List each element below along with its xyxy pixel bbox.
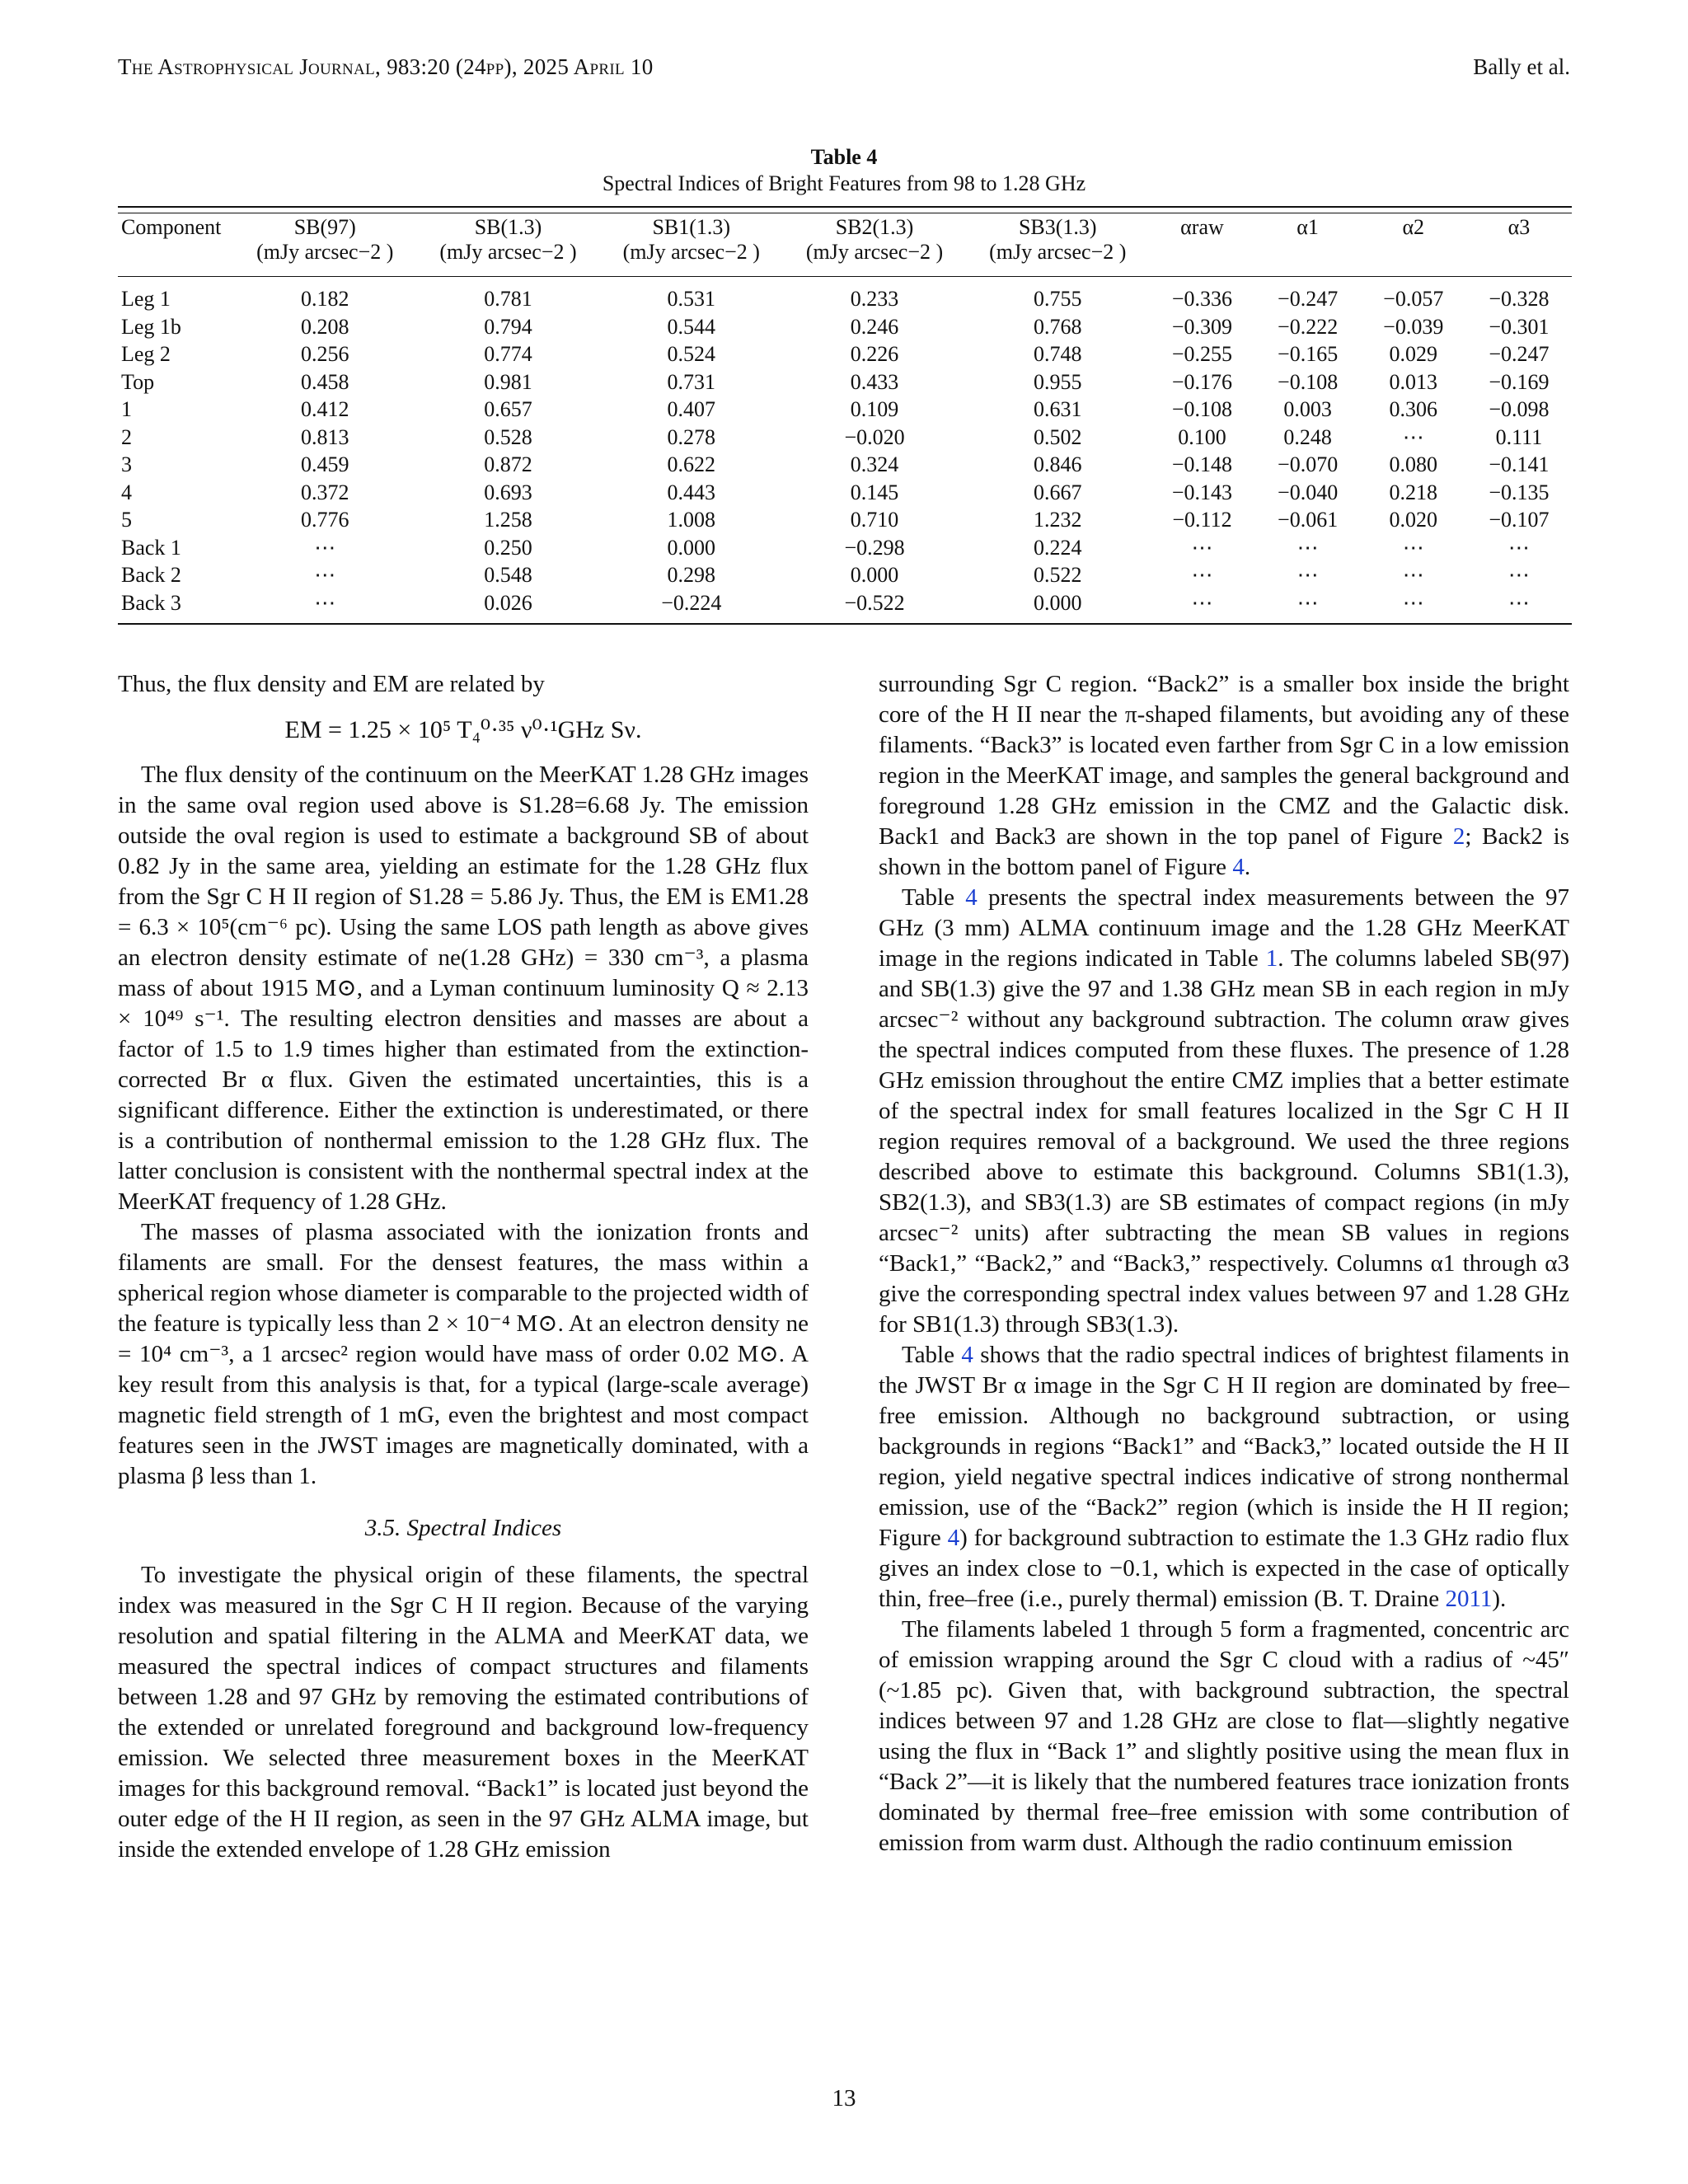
- table-cell: ⋯: [1466, 589, 1572, 625]
- table-cell: 0.080: [1389, 452, 1437, 476]
- table-cell: 0.794: [484, 314, 532, 339]
- table-cell: 0.768: [1034, 314, 1082, 339]
- table-cell: 0.029: [1389, 342, 1437, 366]
- paragraph: Thus, the flux density and EM are related by: [118, 671, 545, 697]
- right-column: [879, 669, 1569, 1858]
- table-cell: 0.233: [850, 287, 899, 311]
- journal-citation: The Astrophysical Journal, 983:20 (24pp), 2025 April 10: [118, 54, 654, 79]
- table-cell: −0.108: [1171, 397, 1233, 421]
- table-link[interactable]: 4: [965, 884, 978, 911]
- table-cell: 0.003: [1283, 397, 1332, 421]
- table-subtitle: Spectral Indices of Bright Features from 98 to 1.28 GHz: [602, 171, 1086, 195]
- column-header: α3: [1466, 213, 1572, 277]
- table-cell: −0.141: [1489, 452, 1550, 476]
- table-cell: 5: [121, 508, 132, 532]
- table-cell: 0.528: [484, 424, 532, 449]
- table-cell: 0.412: [301, 397, 349, 421]
- table-row: [118, 396, 1572, 424]
- table-cell: ⋯: [1255, 589, 1361, 625]
- table-cell: 0.013: [1389, 369, 1437, 394]
- section-heading: 3.5. Spectral Indices: [364, 1515, 562, 1541]
- column-header: Component: [118, 213, 233, 277]
- table-cell: 0.524: [667, 342, 716, 366]
- table-cell: −0.143: [1171, 480, 1233, 504]
- figure-link[interactable]: 4: [947, 1525, 960, 1551]
- table-cell: Leg 1: [121, 287, 171, 311]
- column-header: α1: [1255, 213, 1361, 277]
- table-cell: 0.522: [1034, 563, 1082, 587]
- column-header: SB3(1.3) (mJy arcsec−2 ): [966, 213, 1149, 277]
- table-cell: ⋯: [1402, 535, 1424, 560]
- table-cell: 0.846: [1034, 452, 1082, 476]
- table-cell: −0.165: [1278, 342, 1339, 366]
- table-row: [118, 368, 1572, 396]
- paragraph: To investigate the physical origin of these filaments, the spectral index was measured in the Sgr C H II region. Because of the varying resolution and spatial filtering in the ALMA and MeerKAT data, we measured the spectral indices of compact structures and filaments between 1.28 and 97 GHz by removing the estimated contributions of the extended or unrelated foreground and background low-frequency emission. We selected three measurement boxes in the MeerKAT images for this background removal. “Back1” is located just beyond the outer edge of the H II region, as seen in the 97 GHz ALMA image, but inside the extended envelope of 1.28 GHz emission: [118, 1562, 809, 1863]
- table-cell: 1.232: [1034, 508, 1082, 532]
- table-header-row: [118, 213, 1572, 277]
- table-cell: ⋯: [1402, 563, 1424, 587]
- table-cell: 0.372: [301, 480, 349, 504]
- table-cell: −0.222: [1278, 314, 1339, 339]
- table-cell: ⋯: [233, 589, 416, 625]
- table-cell: −0.108: [1278, 369, 1339, 394]
- table-cell: −0.039: [1383, 314, 1444, 339]
- table-cell: 0.781: [484, 287, 532, 311]
- paragraph: Table 4 presents the spectral index measurements between the 97 GHz (3 mm) ALMA continuum image and the 1.28 GHz MeerKAT image in the regions indicated in Table 1. The columns labeled SB(97) and SB(1.3) give the 97 and 1.38 GHz mean SB in each region in mJy arcsec⁻² without any background subtraction. The column αraw gives the spectral indices computed from these fluxes. The presence of 1.28 GHz emission throughout the entire CMZ implies that a better estimate of the spectral index for small features localized in the Sgr C H II region requires removal of a background. We used the three regions described above to estimate this background. Columns SB1(1.3), SB2(1.3), and SB3(1.3) are SB estimates of compact regions (in mJy arcsec⁻² units) after subtracting the mean SB values in regions “Back1,” “Back2,” and “Back3,” respectively. Columns α1 through α3 give the corresponding spectral index values between 97 and 1.28 GHz for SB1(1.3) through SB3(1.3).: [879, 884, 1569, 1338]
- table-cell: 0.776: [301, 508, 349, 532]
- table-cell: 0.020: [1389, 508, 1437, 532]
- table-cell: Back 1: [121, 535, 181, 560]
- table-row: [118, 277, 1572, 313]
- table-cell: 0.631: [1034, 397, 1082, 421]
- table-cell: 0.182: [301, 287, 349, 311]
- table-caption: [0, 144, 1688, 197]
- table-cell: −0.098: [1489, 397, 1550, 421]
- table-body: [118, 277, 1572, 625]
- table-cell: 0.443: [667, 480, 716, 504]
- table-cell: ⋯: [1296, 535, 1319, 560]
- table-cell: 0.109: [850, 397, 899, 421]
- table-cell: 0.710: [850, 508, 899, 532]
- table-link[interactable]: 1: [1265, 945, 1278, 972]
- table-cell: 0.813: [301, 424, 349, 449]
- paragraph: The flux density of the continuum on the MeerKAT 1.28 GHz images in the same oval region used above is S1.28=6.68 Jy. The emission outside the oval region is used to estimate a background SB of about 0.82 Jy in the same area, yielding an estimate for the 1.28 GHz flux from the Sgr C H II region of S1.28 = 5.86 Jy. Thus, the EM is EM1.28 = 6.3 × 10⁵(cm⁻⁶ pc). Using the same LOS path length as above gives an electron density estimate of ne(1.28 GHz) = 330 cm⁻³, a plasma mass of about 1915 M⊙, and a Lyman continuum luminosity Q ≈ 2.13 × 10⁴⁹ s⁻¹. The resulting electron densities and masses are about a factor of 1.5 to 1.9 times higher than estimated from the extinction-corrected Br α flux. Given the estimated uncertainties, this is a significant difference. Either the extinction is underestimated, or there is a contribution of nonthermal emission to the 1.28 GHz flux. The latter conclusion is consistent with the nonthermal spectral index at the MeerKAT frequency of 1.28 GHz.: [118, 762, 809, 1215]
- table-row: [118, 589, 1572, 625]
- running-header: [118, 54, 1570, 80]
- table-cell: 0.226: [850, 342, 899, 366]
- table-cell: 0.000: [667, 535, 716, 560]
- table-cell: 0.955: [1034, 369, 1082, 394]
- table-cell: −0.176: [1171, 369, 1233, 394]
- table-cell: −0.148: [1171, 452, 1233, 476]
- table-row: [118, 340, 1572, 368]
- table-cell: 0.981: [484, 369, 532, 394]
- column-header: α2: [1361, 213, 1466, 277]
- table-cell: ⋯: [1402, 424, 1424, 449]
- table-cell: −0.309: [1171, 314, 1233, 339]
- table-cell: Top: [121, 369, 155, 394]
- table-cell: 0.248: [1283, 424, 1332, 449]
- paragraph: The masses of plasma associated with the ionization fronts and filaments are small. For the densest features, the mass within a spherical region whose diameter is comparable to the projected width of the feature is typically less than 2 × 10⁻⁴ M⊙. At an electron density ne = 10⁴ cm⁻³, a 1 arcsec² region would have mass of order 0.02 M⊙. A key result from this analysis is that, for a typical (large-scale average) magnetic field strength of 1 mG, even the brightest and most compact features seen in the JWST images are magnetically dominated, with a plasma β less than 1.: [118, 1219, 809, 1489]
- table-cell: 0.000: [966, 589, 1149, 625]
- table-cell: 0.657: [484, 397, 532, 421]
- paragraph: The filaments labeled 1 through 5 form a fragmented, concentric arc of emission wrapping around the Sgr C cloud with a radius of ~45″(~1.85 pc). Given that, with background subtraction, the spectral indices between 97 and 1.28 GHz are close to flat—slightly negative using the flux in “Back 1” and slightly positive using the mean flux in “Back 2”—it is likely that the numbered features trace ionization fronts dominated by thermal free–free emission with some contribution of emission from warm dust. Although the radio continuum emission: [879, 1616, 1569, 1856]
- table-row: [118, 424, 1572, 452]
- table-cell: 0.693: [484, 480, 532, 504]
- table-cell: −0.107: [1489, 508, 1550, 532]
- table-cell: −0.040: [1278, 480, 1339, 504]
- table-row: [118, 561, 1572, 589]
- spectral-index-table: [118, 206, 1572, 625]
- table-cell: 0.224: [1034, 535, 1082, 560]
- table-cell: Leg 2: [121, 342, 171, 366]
- table-cell: 4: [121, 480, 132, 504]
- table-cell: −0.020: [844, 424, 905, 449]
- table-cell: Back 3: [118, 589, 233, 625]
- table-row: [118, 506, 1572, 534]
- table-title: Table 4: [810, 145, 878, 169]
- table-cell: 0.278: [667, 424, 716, 449]
- column-header: SB2(1.3) (mJy arcsec−2 ): [783, 213, 966, 277]
- table-cell: 0.433: [850, 369, 899, 394]
- table-cell: ⋯: [1296, 563, 1319, 587]
- table-cell: 0.731: [667, 369, 716, 394]
- table-cell: 0.531: [667, 287, 716, 311]
- table-cell: 0.100: [1178, 424, 1226, 449]
- table-cell: −0.298: [844, 535, 905, 560]
- table-cell: 0.459: [301, 452, 349, 476]
- table-cell: 0.111: [1495, 424, 1543, 449]
- table-cell: −0.224: [600, 589, 783, 625]
- column-header: SB(1.3) (mJy arcsec−2 ): [416, 213, 599, 277]
- page-number: 13: [832, 2085, 856, 2111]
- table-cell: −0.255: [1171, 342, 1233, 366]
- left-column: [118, 669, 809, 1865]
- table-cell: 0.026: [416, 589, 599, 625]
- table-cell: 0.548: [484, 563, 532, 587]
- table-cell: −0.169: [1489, 369, 1550, 394]
- table-cell: Leg 1b: [121, 314, 181, 339]
- table-cell: ⋯: [1191, 535, 1213, 560]
- table-cell: −0.336: [1171, 287, 1233, 311]
- table-cell: 1: [121, 397, 132, 421]
- table-cell: −0.061: [1278, 508, 1339, 532]
- table-cell: 1.008: [667, 508, 716, 532]
- table-cell: 0.667: [1034, 480, 1082, 504]
- column-header: αraw: [1149, 213, 1254, 277]
- table-cell: −0.247: [1278, 287, 1339, 311]
- column-header: SB(97) (mJy arcsec−2 ): [233, 213, 416, 277]
- table-cell: ⋯: [1507, 535, 1530, 560]
- reference-link[interactable]: 2011: [1445, 1586, 1493, 1612]
- table-cell: 1.258: [484, 508, 532, 532]
- table-link[interactable]: 4: [961, 1342, 973, 1368]
- table-cell: −0.522: [783, 589, 966, 625]
- paragraph: surrounding Sgr C region. “Back2” is a smaller box inside the bright core of the H II near the π-shaped filaments, but avoiding any of these filaments. “Back3” is located even farther from Sgr C in a low emission region in the MeerKAT image, and samples the general background and foreground 1.28 GHz emission in the CMZ and the Galactic disk. Back1 and Back3 are shown in the top panel of Figure 2; Back2 is shown in the bottom panel of Figure 4.: [879, 671, 1569, 880]
- table-cell: ⋯: [1507, 563, 1530, 587]
- table-cell: ⋯: [1149, 589, 1254, 625]
- table-cell: 0.306: [1389, 397, 1437, 421]
- column-header: SB1(1.3) (mJy arcsec−2 ): [600, 213, 783, 277]
- table-cell: 0.622: [667, 452, 716, 476]
- table-cell: −0.328: [1489, 287, 1550, 311]
- table-row: [118, 479, 1572, 507]
- table-cell: −0.070: [1278, 452, 1339, 476]
- table-cell: 3: [121, 452, 132, 476]
- table-cell: −0.301: [1489, 314, 1550, 339]
- table-cell: 0.774: [484, 342, 532, 366]
- table-cell: ⋯: [314, 535, 336, 560]
- table-cell: 0.256: [301, 342, 349, 366]
- table-cell: 0.298: [667, 563, 716, 587]
- table-row: [118, 534, 1572, 562]
- table-cell: ⋯: [1361, 589, 1466, 625]
- table-cell: 0.755: [1034, 287, 1082, 311]
- paragraph: Table 4 shows that the radio spectral indices of brightest filaments in the JWST Br α image in the Sgr C H II region are dominated by free–free emission. Although no background subtraction, or using backgrounds in regions “Back1” and “Back3,” located outside the H II region, yield negative spectral indices indicative of strong nonthermal emission, use of the “Back2” region (which is inside the H II region; Figure 4) for background subtraction to estimate the 1.3 GHz radio flux gives an index close to −0.1, which is expected in the case of optically thin, free–free (i.e., purely thermal) emission (B. T. Draine 2011).: [879, 1342, 1569, 1612]
- table-cell: 0.544: [667, 314, 716, 339]
- table-cell: 0.458: [301, 369, 349, 394]
- table-cell: 2: [121, 424, 132, 449]
- figure-link[interactable]: 2: [1452, 823, 1465, 850]
- table-cell: −0.112: [1172, 508, 1232, 532]
- table-cell: 0.502: [1034, 424, 1082, 449]
- table-cell: 0.748: [1034, 342, 1082, 366]
- table-cell: 0.218: [1389, 480, 1437, 504]
- table-row: [118, 451, 1572, 479]
- table-row: [118, 313, 1572, 341]
- equation-em: EM = 1.25 × 10⁵ T₄⁰·³⁵ ν⁰·¹GHz Sν.: [284, 716, 642, 743]
- table-cell: 0.246: [850, 314, 899, 339]
- figure-link[interactable]: 4: [1232, 854, 1245, 880]
- table-cell: 0.872: [484, 452, 532, 476]
- table-cell: ⋯: [314, 563, 336, 587]
- table-cell: 0.250: [484, 535, 532, 560]
- table-cell: −0.057: [1383, 287, 1444, 311]
- table-cell: −0.135: [1489, 480, 1550, 504]
- table-cell: Back 2: [121, 563, 181, 587]
- table-cell: 0.208: [301, 314, 349, 339]
- table-cell: −0.247: [1489, 342, 1550, 366]
- table-cell: 0.324: [850, 452, 899, 476]
- table-cell: 0.407: [667, 397, 716, 421]
- table-cell: ⋯: [1191, 563, 1213, 587]
- table-cell: 0.000: [850, 563, 899, 587]
- author-running-head: Bally et al.: [1473, 54, 1570, 79]
- table-cell: 0.145: [850, 480, 899, 504]
